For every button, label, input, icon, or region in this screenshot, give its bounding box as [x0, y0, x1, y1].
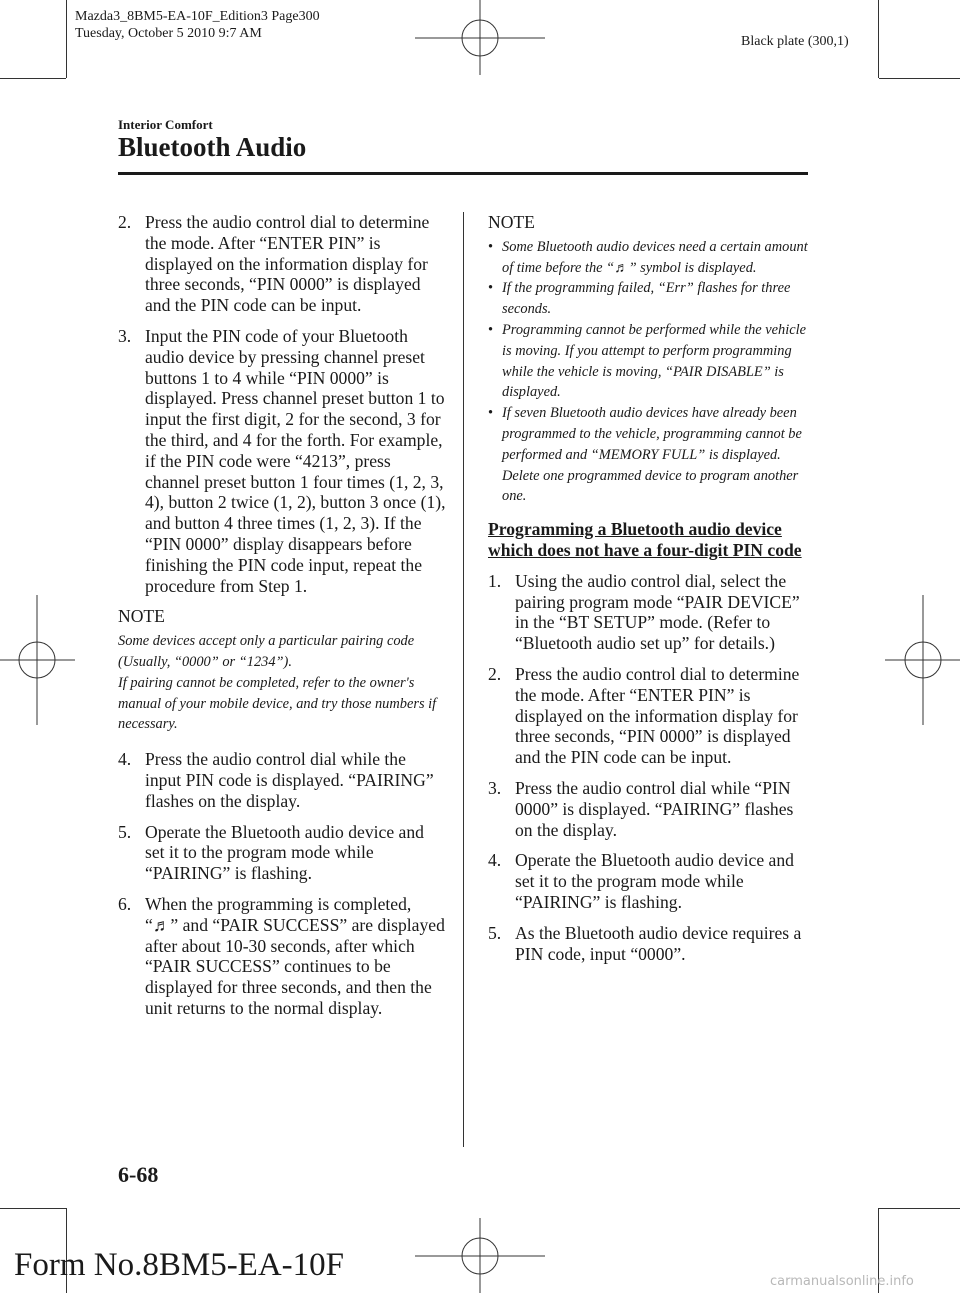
step-1	[488, 571, 810, 654]
step-text: Press the audio control dial while “PIN 0000” is displayed. “PAIRING” flashes on the display.	[515, 777, 794, 840]
step-text: Press the audio control dial while the input PIN code is displayed. “PAIRING” flashes on the display.	[145, 749, 434, 811]
step-5	[488, 923, 810, 965]
crop-mark	[879, 78, 960, 79]
step-3	[118, 326, 446, 596]
step-number: 4.	[488, 850, 502, 871]
watermark: carmanualsonline.info	[770, 1274, 914, 1289]
bullet-icon: •	[488, 405, 494, 422]
step-number: 3.	[118, 325, 132, 346]
note-heading: NOTE	[118, 606, 165, 627]
step-text: Operate the Bluetooth audio device and set it to the program mode while “PAIRING” is flashing.	[515, 850, 794, 912]
step-number: 5.	[488, 922, 502, 943]
step-number: 2.	[118, 212, 132, 232]
left-column	[118, 212, 446, 1029]
step-5	[118, 822, 446, 884]
note-text: Some devices accept only a particular pairing code (Usually, “0000” or “1234”).	[118, 633, 415, 670]
step-text: Input the PIN code of your Bluetooth audio device by pressing channel preset buttons 1 to 4 while “PIN 0000” is displayed. Press channel preset button 1 to input the first digit, 2 for the second, 3 for the third, and 4 for the forth. For example, if the PIN code were “4213”, press channel preset button 1 four times (1, 2, 3, 4), button 2 twice (1, 2), button 3 once (1), and button 4 three times (1, 2, 3). If the “PIN 0000” display disappears before finishing the PIN code input, repeat the procedure from Step 1.	[145, 325, 446, 596]
step-number: 3.	[488, 777, 502, 798]
meta-line-2: Tuesday, October 5 2010 9:7 AM	[75, 26, 262, 41]
bullet-text: Programming cannot be performed while the vehicle is moving. If you attempt to perform programming while the vehicle is moving, “PAIR DISABLE” is displayed.	[502, 321, 807, 401]
bullet-text-post: ” symbol is displayed.	[628, 259, 757, 276]
step-text: Operate the Bluetooth audio device and set it to the program mode while “PAIRING” is flashing.	[145, 821, 424, 884]
step-number: 4.	[118, 749, 132, 770]
note-heading: NOTE	[488, 212, 535, 232]
crop-mark	[0, 78, 66, 79]
section-label: Interior Comfort	[118, 117, 213, 132]
bullet-icon: •	[488, 321, 494, 338]
crop-mark	[66, 0, 67, 78]
registration-target-top	[415, 0, 545, 75]
registration-target-bottom	[415, 1218, 545, 1293]
crop-mark	[879, 1208, 960, 1209]
registration-target-left	[0, 595, 75, 725]
step-number: 1.	[488, 570, 502, 591]
step-text: As the Bluetooth audio device requires a PIN code, input “0000”.	[515, 922, 802, 964]
step-text: Press the audio control dial to determine the mode. After “ENTER PIN” is displayed on the information display for three seconds, “PIN 0000” is displayed and the PIN code can be input.	[145, 212, 430, 316]
music-note-icon: ♬	[152, 914, 171, 935]
print-meta	[75, 8, 320, 42]
step-3	[488, 778, 810, 840]
step-4	[488, 850, 810, 912]
step-text: Press the audio control dial to determine the mode. After “ENTER PIN” is displayed on the information display for three seconds, “PIN 0000” is displayed and the PIN code can be input.	[515, 663, 800, 768]
bullet-icon: •	[488, 280, 494, 297]
bullet-text: If seven Bluetooth audio devices have already been programmed to the vehicle, programming cannot be performed and “MEMORY FULL” is displayed. Delete one programmed device to program another one.	[502, 405, 802, 505]
step-number: 2.	[488, 663, 502, 684]
step-2	[488, 664, 810, 768]
title-rule	[118, 172, 808, 175]
registration-target-right	[885, 595, 960, 725]
column-divider	[463, 212, 464, 1147]
music-note-icon: ♬	[614, 259, 629, 276]
subsection-heading: Programming a Bluetooth audio device which does not have a four-digit PIN code	[488, 519, 802, 560]
note-text: If pairing cannot be completed, refer to the owner's manual of your mobile device, and try those numbers if necessary.	[118, 674, 437, 733]
bullet-text-pre: Some Bluetooth audio devices need a certain amount of time before the “	[502, 238, 808, 276]
step-number: 5.	[118, 821, 132, 842]
meta-line-1: Mazda3_8BM5-EA-10F_Edition3 Page300	[75, 9, 320, 24]
step-text-pre: When the programming is completed, “	[145, 893, 412, 935]
note-bullet	[488, 403, 810, 507]
plate-label: Black plate (300,1)	[741, 34, 849, 49]
step-text-post: ” and “PAIR SUCCESS” are displayed after about 10-30 seconds, after which “PAIR SUCCESS” continues to be displayed for three seconds, and then the unit returns to the normal display.	[145, 914, 445, 1018]
step-4	[118, 749, 446, 811]
bullet-icon: •	[488, 238, 494, 255]
page-number: 6-68	[118, 1162, 159, 1187]
page-title: Bluetooth Audio	[118, 132, 307, 162]
note-bullet	[488, 278, 810, 320]
step-number: 6.	[118, 893, 132, 914]
bullet-text: If the programming failed, “Err” flashes for three seconds.	[502, 280, 791, 318]
step-6	[118, 894, 446, 1019]
step-text: Using the audio control dial, select the pairing program mode “PAIR DEVICE” in the “BT SETUP” mode. (Refer to “Bluetooth audio set up” for details.)	[515, 570, 800, 654]
form-number: Form No.8BM5-EA-10F	[14, 1247, 345, 1283]
note-bullet	[488, 237, 810, 279]
step-2	[118, 212, 446, 316]
right-column	[488, 212, 810, 974]
note-bullet	[488, 320, 810, 403]
crop-mark	[0, 1208, 66, 1209]
crop-mark	[878, 0, 879, 78]
